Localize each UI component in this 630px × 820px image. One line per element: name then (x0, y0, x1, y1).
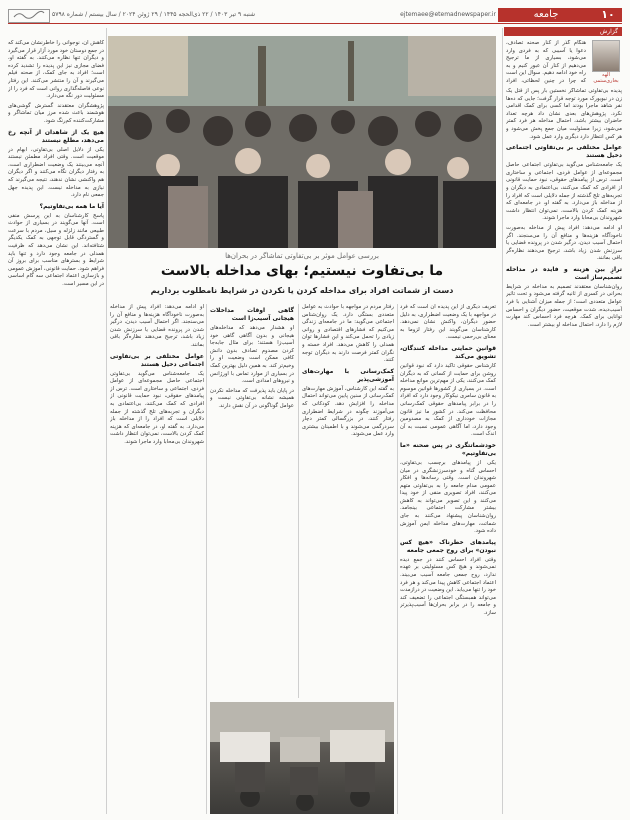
subtitle: گاهی اوقات مداخلات هیجانی آسیب‌زا است (210, 307, 294, 322)
paragraph: کاهش آن، نوجوانی را خاطرنشان می‌کند که در جمع دوستان خود مورد آزار قرار می‌گیرد و دیگران تنها نظاره می‌کنند. به گفته او، فضای مجازی نیز این پدیده را تشدید کرده است؛ افراد به جای کمک، از صحنه فیلم می‌گیرند و آن را منتشر می‌کنند. این رفتار نوعی فاصله‌گذاری روانی است که فرد را از مسئولیت دور نگه می‌دارد. (8, 40, 104, 100)
paragraph: او ادامه می‌دهد: افراد پیش از مداخله به‌صورت ناخودآگاه هزینه‌ها و منافع آن را می‌سنجند. اگر احتمال آسیب دیدن، درگیر شدن در پرونده قضایی یا سرزنش شدن زیاد باشد، ترجیح می‌دهند نظاره‌گر باقی بمانند. (506, 224, 622, 262)
left-center-column (110, 304, 204, 814)
subtitle: ترازِ بین هزینه و فایده در مداخله تصمیم‌ساز است (506, 265, 622, 281)
subtitle: عوامل مختلفی بر بی‌تفاوتی اجتماعی دخیل هستند (110, 352, 204, 368)
paragraph: یکی از دلایل اصلی بی‌تفاوتی، ابهام در موقعیت است. وقتی افراد مطمئن نیستند آنچه می‌بینند یک وضعیت اضطراری است، به رفتار دیگران نگاه می‌کنند و اگر دیگران هم واکنشی نشان ندهند، نتیجه می‌گیرند که نیازی به مداخله نیست. این پدیده جهل جمعی نام دارد. (8, 146, 104, 199)
subtitle: قوانین حمایتی مداخله کنندگان، تشویق می‌کند (400, 344, 496, 360)
subtitle: پیامدهای خطرناک «هیچ کس نبودن» برای روح جمعی جامعه (400, 538, 496, 554)
newspaper-logo-icon (8, 9, 50, 23)
section-title: جامعه (498, 8, 594, 22)
masthead (8, 8, 622, 22)
report-label: گزارش (504, 27, 622, 36)
column-divider (206, 304, 207, 814)
paragraph: پاسخ کارشناسان به این پرسش منفی است. آنها می‌گویند در بسیاری از حوادث طبیعی مانند زلزله و سیل، مردم با سرعت و گستردگی قابل توجهی به کمک یکدیگر شتافته‌اند. این نشان می‌دهد که ظرفیت همدلی در جامعه وجود دارد و تنها باید شرایط و بسترهای مناسب برای بروز آن فراهم شود. حمایت قانونی، آموزش عمومی و بازسازی اعتماد اجتماعی سه گام اساسی در این مسیر است. (8, 212, 104, 288)
paragraph: رفتار مردم در مواجهه با حوادث به عوامل متعددی بستگی دارد. یک روان‌شناس اجتماعی می‌گوید: ما در جامعه‌ای زندگی می‌کنیم که فشارهای اقتصادی و روانی زیادی را تحمل می‌کند و این فشارها توان همدلی را کاهش می‌دهد. افراد خسته و نگران کمتر فرصت دارند به دیگران توجه کنند. (302, 304, 394, 364)
paragraph: یکی از پیامدهای برچسب بی‌تفاوتی، احساس گناه و خودسرزنشگری در میان شهروندان است. وقتی رسانه‌ها و افکار عمومی مدام جامعه را به بی‌تفاوتی متهم می‌کنند، افراد تصویری منفی از خود پیدا می‌کنند و این تصویر می‌تواند به کاهش بیشتر مشارکت اجتماعی بینجامد. روان‌شناسان پیشنهاد می‌کنند به جای شماتت، مهارت‌های مداخله ایمن آموزش داده شود. (400, 459, 496, 535)
column-divider (298, 304, 299, 698)
paragraph: در پایان باید پذیرفت که مداخله نکردن همیشه نشانه بی‌تفاوتی نیست و عوامل گوناگونی در آن نقش دارند. (210, 387, 294, 409)
paragraph: پژوهشگران معتقدند گسترش گوشی‌های هوشمند باعث شده مرز میان تماشاگر و مشارکت‌کننده کم‌رنگ شود. (8, 102, 104, 124)
crowd-photo-icon (108, 36, 496, 248)
page-number: ۱۰ (594, 8, 622, 22)
traffic-photo-icon (210, 702, 394, 814)
paragraph: یک جامعه‌شناس می‌گوید بی‌تفاوتی اجتماعی حاصل مجموعه‌ای از عوامل فردی، اجتماعی و ساختاری است. ترس از پیامدهای حقوقی، نبود حمایت قانونی از افرادی که کمک می‌کنند، بی‌اعتمادی به دیگران و تجربه‌های تلخ گذشته از جمله دلایلی است که افراد را از مداخله باز می‌دارد. به گفته او، در جامعه‌ای که هزینه کمک کردن بالاست، نمی‌توان انتظار داشت شهروندان بی‌محابا وارد ماجرا شوند. (506, 162, 622, 222)
paragraph: کارشناس حقوقی تاکید دارد که نبود قوانین روشن برای حمایت از کسانی که به دیگران کمک می‌کنند، یکی از مهم‌ترین موانع مداخله است. در بسیاری از کشورها قوانین موسوم به قانون سامری نیکوکار وجود دارد که افراد را در برابر پیامدهای حقوقی کمک‌رسانی محافظت می‌کند. در کشور ما نیز قانون مجازات خودداری از کمک به مصدومین وجود دارد، اما آگاهی عمومی نسبت به آن اندک است. (400, 362, 496, 438)
subhead: دست از شماتت افراد برای مداخله کردن یا نکردن در شرایط نامطلوب برداریم (150, 286, 454, 295)
subtitle: کمک‌رسانی با مهارت‌های آموزشی‌پذیر (302, 367, 394, 383)
center-left-column (210, 304, 294, 698)
subtitle: عوامل مختلفی بر بی‌تفاوتی اجتماعی دخیل هستند (506, 144, 622, 160)
author-name: الهه بخاری‌ستمی (593, 72, 619, 84)
right-column-intro (506, 40, 586, 86)
email-text[interactable]: ejtemaee@etemadnewspaper.ir (400, 11, 496, 18)
right-column (506, 88, 622, 814)
paragraph: روان‌شناسان معتقدند تصمیم به مداخله در شرایط بحرانی در کسری از ثانیه گرفته می‌شود و تحت تاثیر عوامل متعددی است؛ از جمله میزان آشنایی با فرد آسیب‌دیده، شدت موقعیت، حضور دیگران و احساس توانایی برای کمک. هرچه فرد احساس کند مهارت لازم را دارد، احتمال مداخله او بیشتر است. (506, 283, 622, 328)
paragraph: او هشدار می‌دهد که مداخله‌های هیجانی و بدون آگاهی گاهی خود آسیب‌زا هستند؛ برای مثال جابه‌جا کردن مصدوم تصادف بدون دانش کافی ممکن است وضعیت او را وخیم‌تر کند. به همین دلیل بهترین کمک در بسیاری از موارد تماس با اورژانس و نیروهای امدادی است. (210, 325, 294, 385)
hero-caption: بررسی عوامل موثر بر بی‌تفاوتی تماشاگر در بحران‌ها (225, 252, 379, 260)
paragraph: به گفته این کارشناس، آموزش مهارت‌های کمک‌رسانی از سنین پایین می‌تواند احتمال مداخله را افزایش دهد. کودکانی که می‌آموزند چگونه در شرایط اضطراری رفتار کنند، در بزرگسالی کمتر دچار سردرگمی می‌شوند و با اطمینان بیشتری وارد عمل می‌شوند. (302, 385, 394, 438)
paragraph: هنگام گذر از کنار صحنه تصادف، دعوا یا آسیبی که به فردی وارد می‌شود، بسیاری از ما ترجیح می‌دهیم از کنار آن عبور کنیم و به راه خود ادامه دهیم. سوال این است که چرا در چنین لحظاتی، افراد (506, 40, 586, 84)
date-bar (52, 11, 496, 20)
street-traffic-photo (210, 702, 394, 814)
center-middle-column (302, 304, 394, 698)
paragraph: وقتی افراد احساس کنند در جمع دیده نمی‌شوند و هیچ کس مسئولیتی بر عهده ندارد، روح جمعی جامعه آسیب می‌بیند. اعتماد اجتماعی کاهش پیدا می‌کند و هر فرد خود را تنها می‌یابد. این وضعیت در درازمدت می‌تواند همبستگی اجتماعی را تضعیف کند و جامعه را در برابر بحران‌ها آسیب‌پذیرتر سازد. (400, 556, 496, 616)
column-divider (502, 28, 503, 814)
paragraph: او ادامه می‌دهد: افراد پیش از مداخله به‌صورت ناخودآگاه هزینه‌ها و منافع آن را می‌سنجند. اگر احتمال آسیب دیدن، درگیر شدن در پرونده قضایی یا سرزنش شدن زیاد باشد، ترجیح می‌دهند نظاره‌گر باقی بمانند. (110, 304, 204, 348)
author-photo (592, 40, 620, 72)
subtitle: آیا ما همه بی‌تفاوتیم؟ (39, 202, 104, 210)
hero-photo (108, 36, 496, 248)
center-right-column (400, 304, 496, 814)
paragraph: تعریف دیگری از این پدیده آن است که فرد در مواجهه با یک وضعیت اضطراری، به دلیل حضور دیگران، واکنش نشان نمی‌دهد. کارشناسان می‌گویند این رفتار لزوما به معنای بی‌رحمی نیست. (400, 304, 496, 341)
subtitle: هیچ یک از شاهدان از آنچه رخ می‌دهد، مطلع نیستند (8, 128, 104, 144)
subtitle: خودشماتتگری در پس صحنه «ما بی‌تفاوتیم» (400, 441, 496, 457)
headline: ما بی‌تفاوت نیستیم؛ بهای مداخله بالاست (160, 263, 444, 279)
date-text: شنبه ۹ تیر ۱۴۰۳ / ۲۲ ذی‌الحجه ۱۴۴۵ / ۲۹ ژوئن ۲۰۲۴ / سال بیستم / شماره ۵۷۹۸ (52, 11, 255, 18)
column-divider (397, 304, 398, 814)
column-divider (106, 28, 107, 814)
left-column (8, 40, 104, 814)
paragraph: پدیده بی‌تفاوتی تماشاگر نخستین بار پس از قتل یک زن در نیویورک مورد توجه قرار گرفت؛ جایی که ده‌ها نفر شاهد ماجرا بودند اما کسی برای کمک اقدامی نکرد. پژوهش‌های بعدی نشان داد هرچه تعداد حاضران بیشتر باشد، احتمال مداخله هر فرد کمتر می‌شود، زیرا مسئولیت میان جمع پخش می‌شود و هر کس انتظار دارد دیگری وارد عمل شود. (506, 88, 622, 140)
masthead-rule (8, 23, 622, 24)
paragraph: یک جامعه‌شناس می‌گوید بی‌تفاوتی اجتماعی حاصل مجموعه‌ای از عوامل فردی، اجتماعی و ساختاری است. ترس از پیامدهای حقوقی، نبود حمایت قانونی از افرادی که کمک می‌کنند، بی‌اعتمادی به دیگران و تجربه‌های تلخ گذشته از جمله دلایلی است که افراد را از مداخله باز می‌دارد. به گفته او، در جامعه‌ای که هزینه کمک کردن بالاست، نمی‌توان انتظار داشت شهروندان بی‌محابا وارد ماجرا شوند. (110, 370, 204, 445)
